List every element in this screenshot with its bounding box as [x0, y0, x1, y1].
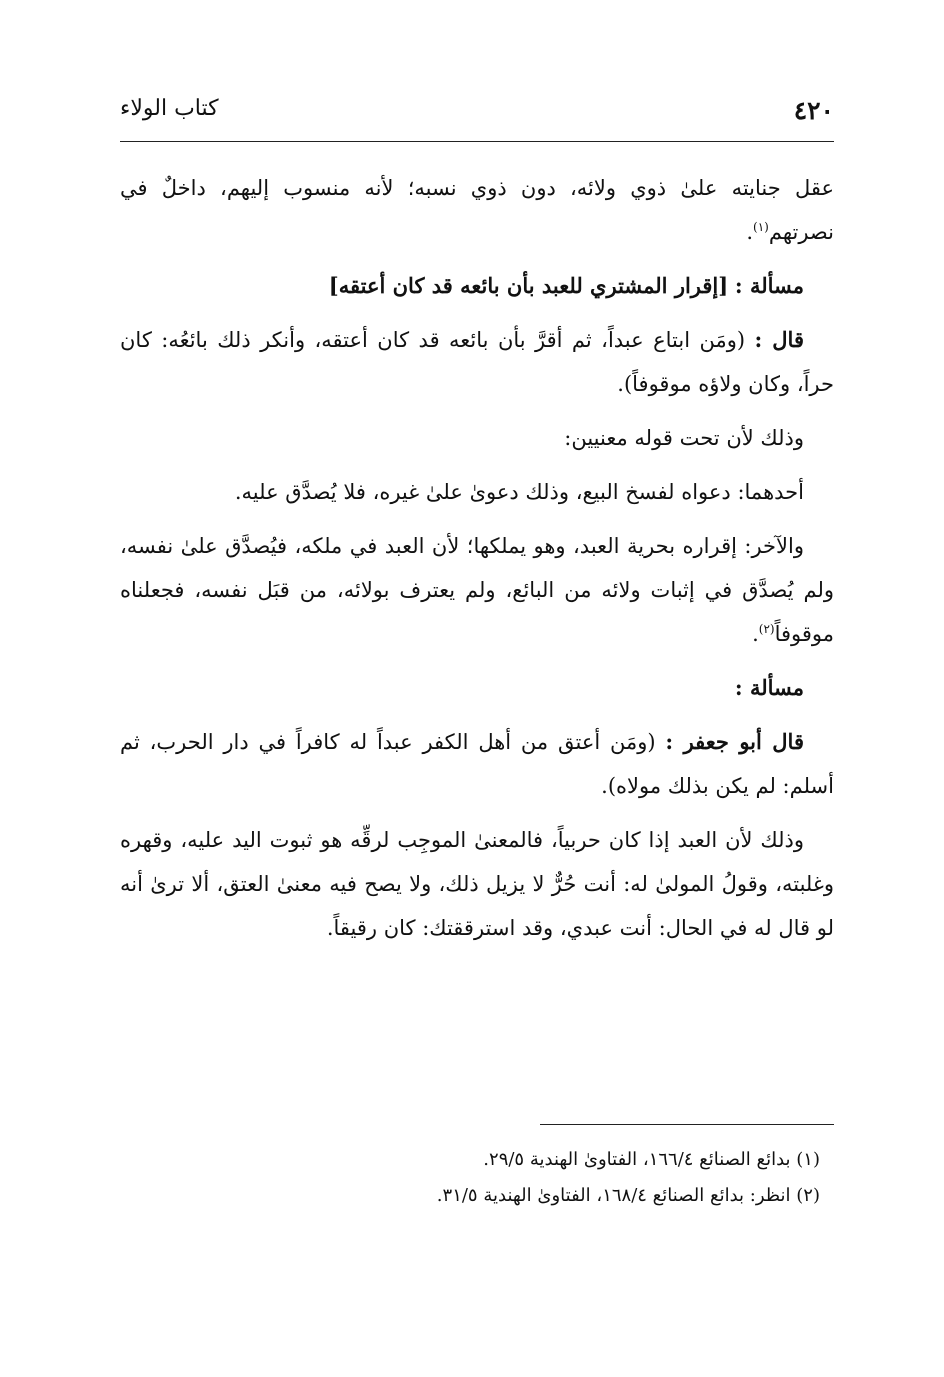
footnote-rule — [540, 1124, 834, 1125]
paragraph-text: وذلك لأن تحت قوله معنيين: — [564, 426, 804, 450]
paragraph-text: والآخر: إقراره بحرية العبد، وهو يملكها؛ لأن العبد في ملكه، فيُصدَّق علىٰ نفسه، ولم يُصدَّق في إثبات ولائه من البائع، ولم يعترف بولائه، من قبَل نفسه، فجعلناه موقوفاً — [120, 534, 834, 646]
paragraph-3 — [120, 318, 834, 406]
issue-title: [إقرار المشتري للعبد بأن بائعه قد كان أعتقه] — [328, 273, 729, 298]
paragraph-text: عقل جنايته علىٰ ذوي ولائه، دون ذوي نسبه؛ لأنه منسوب إليهم، داخلٌ في نصرتهم — [120, 176, 834, 244]
paragraph-4 — [120, 416, 834, 460]
paragraph-5 — [120, 470, 834, 514]
header-rule — [120, 141, 834, 142]
issue-heading-2 — [120, 666, 834, 710]
paragraph-tail: . — [746, 220, 754, 244]
paragraph-8 — [120, 720, 834, 808]
issue-label: مسألة : — [734, 675, 804, 700]
paragraph-text: وذلك لأن العبد إذا كان حربياً، فالمعنىٰ الموجِب لرقِّه هو ثبوت اليد عليه، وقهره وغلبته، وقولُ المولىٰ له: أنت حُرٌّ لا يزيل ذلك، ولا يصح فيه معنىٰ العتق، ألا ترىٰ أنه لو قال له في الحال: أنت عبدي، وقد استرققتك: كان رقيقاً. — [120, 828, 834, 940]
footnote-ref: (٢) — [758, 622, 775, 636]
footnote-1: (١) بدائع الصنائع ١٦٦/٤، الفتاوىٰ الهندية ٢٩/٥. — [483, 1149, 820, 1170]
paragraph-6 — [120, 524, 834, 656]
issue-label: مسألة : — [734, 273, 804, 298]
paragraph-9 — [120, 818, 834, 950]
footnote-2: (٢) انظر: بدائع الصنائع ١٦٨/٤، الفتاوىٰ الهندية ٣١/٥. — [436, 1185, 820, 1206]
paragraph-text: (ومَن أعتق من أهل الكفر عبداً له كافراً في دار الحرب، ثم أسلم: لم يكن بذلك مولاه). — [120, 730, 834, 798]
issue-heading — [120, 264, 834, 308]
book-page — [120, 0, 834, 1377]
footnote-ref: (١) — [753, 220, 769, 234]
page-number: ٤٢٠ — [793, 96, 834, 125]
paragraph-text: (ومَن ابتاع عبداً، ثم أقرَّ بأن بائعه قد كان أعتقه، وأنكر ذلك بائعُه: كان حراً، وكان ولاؤه موقوفاً). — [120, 328, 834, 396]
paragraph-1 — [120, 166, 834, 254]
paragraph-text: أحدهما: دعواه لفسخ البيع، وذلك دعوىٰ علىٰ غيره، فلا يُصدَّق عليه. — [234, 480, 804, 504]
speaker-label: قال أبو جعفر : — [665, 729, 804, 754]
footnotes — [120, 1142, 834, 1214]
main-text — [120, 166, 834, 960]
paragraph-tail: . — [752, 622, 759, 646]
page-header — [120, 96, 834, 136]
running-title: كتاب الولاء — [120, 96, 219, 121]
speaker-label: قال : — [754, 327, 804, 352]
